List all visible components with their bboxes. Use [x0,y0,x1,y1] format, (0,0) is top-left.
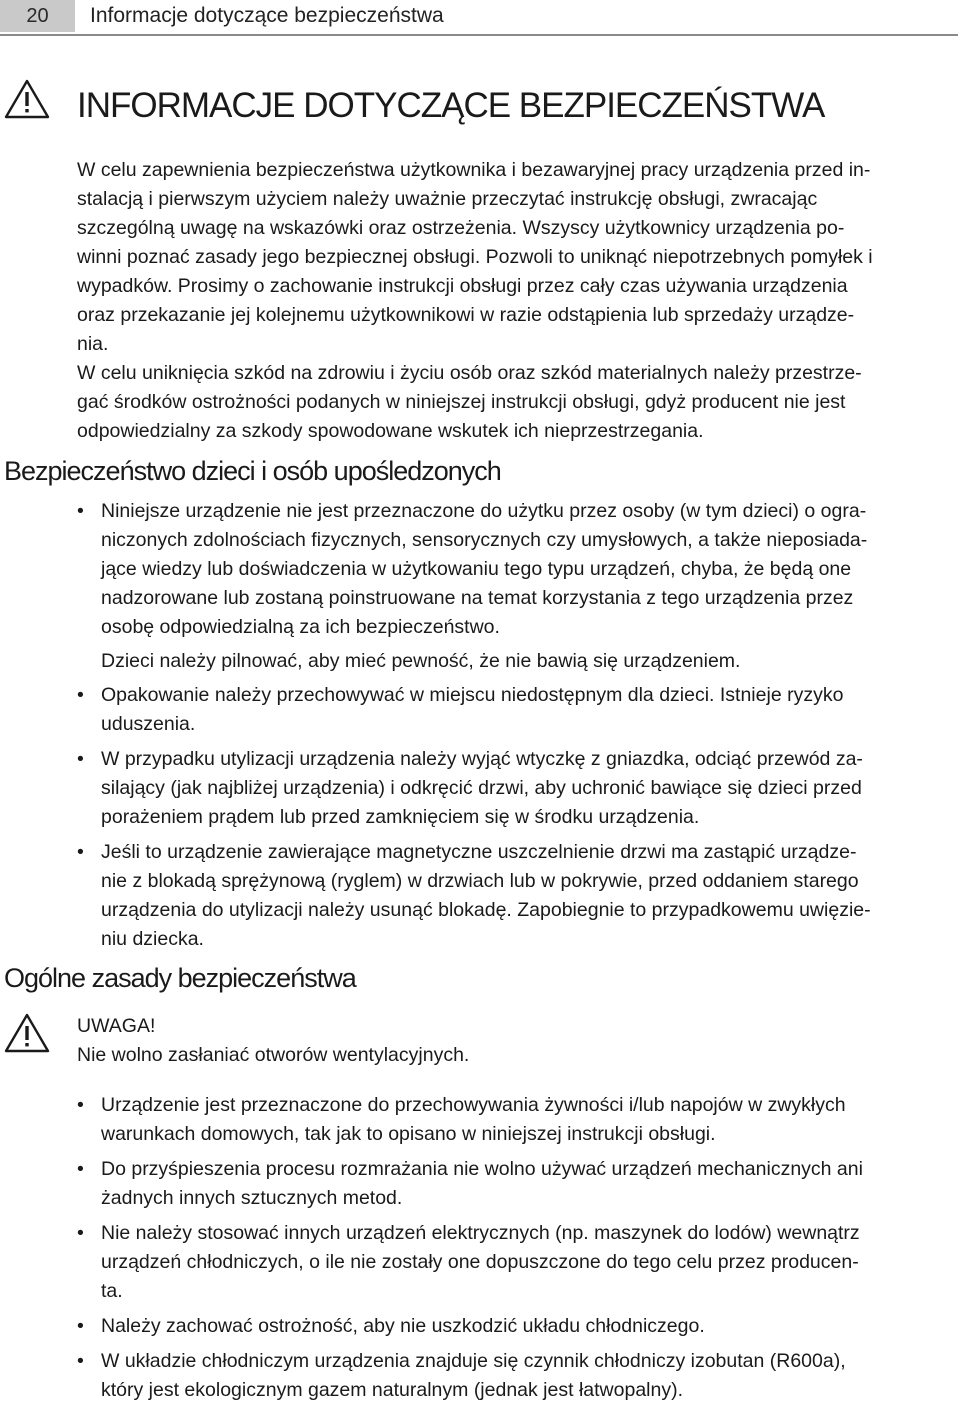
text-line: W układzie chłodniczym urządzenia znajduje się czynnik chłodniczy izobutan (R600a), [101,1350,846,1372]
children-safety-list-continued [77,681,953,954]
text-line: niczonych zdolnościach fizycznych, sensorycznych czy umysłowych, a także nieposiada- [101,529,868,551]
text-line: silający (jak najbliżej urządzenia) i odkręcić drzwi, aby uchronić bawiące się dzieci przed [101,777,862,799]
text-line: Do przyśpieszenia procesu rozmrażania nie wolno używać urządzeń mechanicznych ani [101,1158,863,1180]
text-line: Należy zachować ostrożność, aby nie uszkodzić układu chłodniczego. [101,1315,705,1337]
text-line: Nie należy stosować innych urządzeń elektrycznych (np. maszynek do lodów) wewnątrz [101,1222,860,1244]
section-heading-general-safety: Ogólne zasady bezpieczeństwa [4,963,356,993]
bullet: • [77,500,84,522]
text-line: Opakowanie należy przechowywać w miejscu niedostępnym dla dzieci. Istnieje ryzyko [101,684,844,706]
warning-text: Nie wolno zasłaniać otworów wentylacyjnych. [77,1044,470,1066]
text-line: jące wiedzy lub doświadczenia w użytkowaniu tego typu urządzeń, chyba, że będą one [101,558,852,580]
text-line: Urządzenie jest przeznaczone do przechowywania żywności i/lub napojów w zwykłych [101,1094,846,1116]
text-line: żadnych innych sztucznych metod. [101,1187,403,1209]
text-line: ta. [101,1280,123,1302]
text-line: który jest ekologicznym gazem naturalnym (jednak jest łatwopalny). [101,1379,684,1401]
intro-paragraph [77,156,953,446]
text-line: gać środków ostrożności podanych w niniejszej instrukcji obsługi, gdyż producent nie jest [77,391,846,413]
text-line: uduszenia. [101,713,196,735]
warning-triangle-icon [4,1012,50,1054]
header-rule [0,34,958,36]
text-line: szczególną uwagę na wskazówki oraz ostrzeżenia. Wszyscy użytkownicy urządzenia po- [77,217,845,239]
text-line: winni poznać zasady jego bezpiecznej obsługi. Pozwoli to uniknąć niepotrzebnych pomyłek i [77,246,873,268]
text-line: Niniejsze urządzenie nie jest przeznaczone do użytku przez osoby (w tym dzieci) o ogra- [101,500,867,522]
list-item [77,681,953,739]
bullet: • [77,1222,84,1244]
bullet: • [77,841,84,863]
list-item [77,838,953,954]
text-line: nia. [77,333,109,355]
general-safety-list [77,1091,953,1405]
text-line: nadzorowane lub zostaną poinstruowane na temat korzystania z tego urządzenia przez [101,587,854,609]
bullet: • [77,684,84,706]
text-line: porażeniem prądem lub przed zamknięciem się w środku urządzenia. [101,806,700,828]
text-line: odpowiedzialny za szkody spowodowane wskutek ich nieprzestrzegania. [77,420,704,442]
text-line: W przypadku utylizacji urządzenia należy wyjąć wtyczkę z gniazdka, odciąć przewód za- [101,748,863,770]
list-item [77,1347,953,1405]
children-safety-list [77,497,953,642]
section-heading-children-safety: Bezpieczeństwo dzieci i osób upośledzonych [4,456,501,486]
text-line: niu dziecka. [101,928,204,950]
bullet: • [77,1158,84,1180]
list-item [77,1091,953,1149]
list-item [77,1312,953,1341]
text-line: W celu uniknięcia szkód na zdrowiu i życiu osób oraz szkód materialnych należy przestrze- [77,362,862,384]
page-header [0,0,960,36]
bullet: • [77,1315,84,1337]
bullet: • [77,1350,84,1372]
page-title: INFORMACJE DOTYCZĄCE BEZPIECZEŃSTWA [77,86,825,125]
text-line: urządzenia do utylizacji należy usunąć blokadę. Zapobiegnie to przypadkowemu uwięzie- [101,899,871,921]
list-item [77,1155,953,1213]
text-line: wypadków. Prosimy o zachowanie instrukcji obsługi przez cały czas używania urządzenia [77,275,848,297]
bullet: • [77,1094,84,1116]
list-item [77,745,953,832]
children-supervision-note: Dzieci należy pilnować, aby mieć pewność, że nie bawią się urządzeniem. [101,650,741,672]
list-item [77,1219,953,1306]
page-number: 20 [0,0,75,32]
text-line: warunkach domowych, tak jak to opisano w niniejszej instrukcji obsługi. [101,1123,716,1145]
text-line: urządzeń chłodniczych, o ile nie zostały one dopuszczone do tego celu przez producen- [101,1251,859,1273]
text-line: W celu zapewnienia bezpieczeństwa użytkownika i bezawaryjnej pracy urządzenia przed in- [77,159,871,181]
text-line: nie z blokadą sprężynową (ryglem) w drzwiach lub w pokrywie, przed oddaniem starego [101,870,859,892]
bullet: • [77,748,84,770]
ventilation-warning [77,1012,469,1070]
warning-label: UWAGA! [77,1015,156,1037]
running-title: Informacje dotyczące bezpieczeństwa [90,4,444,27]
text-line: oraz przekazanie jej kolejnemu użytkownikowi w razie odstąpienia lub sprzedaży urządze- [77,304,855,326]
warning-triangle-icon [4,78,50,120]
text-line: Jeśli to urządzenie zawierające magnetyczne uszczelnienie drzwi ma zastąpić urządze- [101,841,857,863]
text-line: osobę odpowiedzialną za ich bezpieczeństwo. [101,616,500,638]
list-item [77,497,953,642]
text-line: stalacją i pierwszym użyciem należy uważnie przeczytać instrukcję obsługi, zwracając [77,188,818,210]
